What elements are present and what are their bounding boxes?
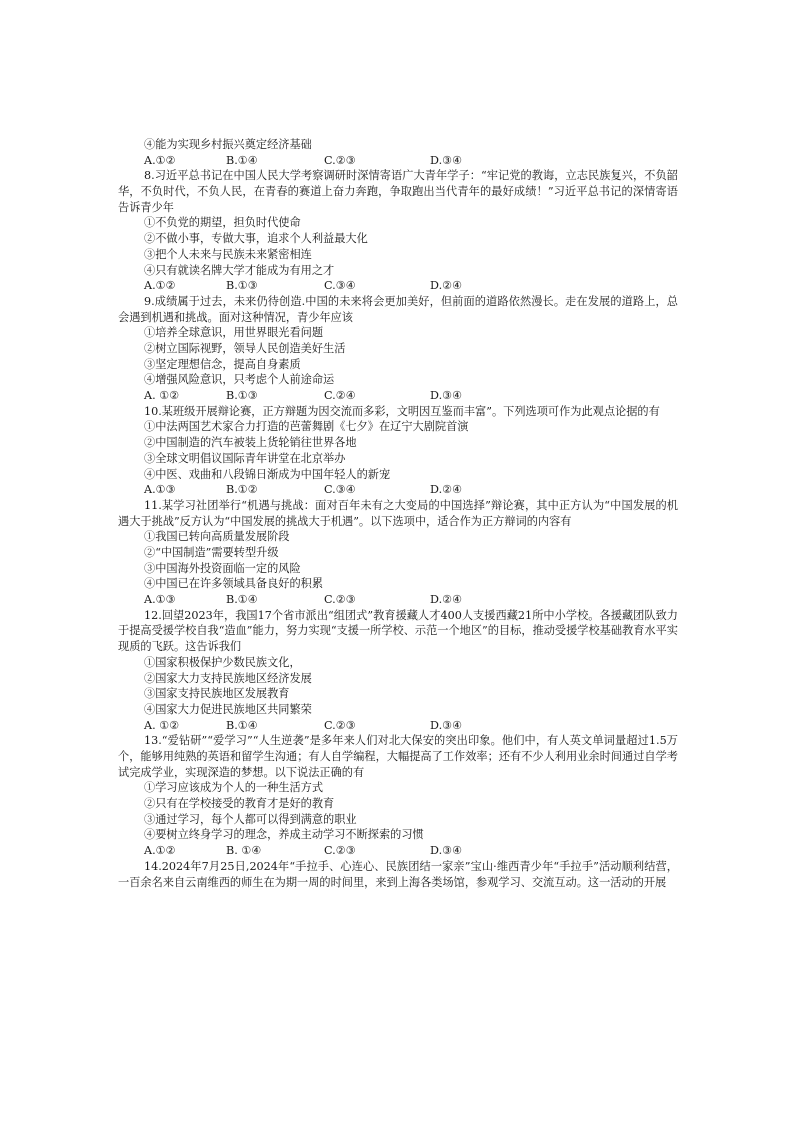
option-item: ①我国已转向高质量发展阶段 <box>144 530 290 544</box>
option-item: ③国家支持民族地区发展教育 <box>144 687 290 701</box>
choice-a: A. ①② <box>144 389 180 403</box>
choice-d: D.②④ <box>430 279 463 293</box>
choice-c: C.③④ <box>324 483 356 497</box>
option-item: ①不负党的期望，担负时代使命 <box>144 216 301 230</box>
option-item: ②树立国际视野，领导人民创造美好生活 <box>144 342 346 356</box>
option-item: ①培养全球意识，用世界眼光看问题 <box>144 326 324 340</box>
choice-d: D.③④ <box>430 153 463 167</box>
option-item: ④只有就读名牌大学才能成为有用之才 <box>144 263 335 277</box>
answer-choices <box>118 278 678 294</box>
question-stem: 12.回望2023年，我国17个省市派出“组团式”教育援藏人才400人支援西藏21所中小学校。各援藏团队致力于提高受援学校自我“造血”能力，努力实现“支援一所学校、示范一个地区”的目标，推动受援学校基础教育水平实现质的飞跃。这告诉我们 <box>118 608 678 654</box>
answer-choices <box>118 843 678 859</box>
choice-c: C.③④ <box>324 279 356 293</box>
answer-choices <box>118 153 678 169</box>
choice-c: C.②③ <box>324 153 356 167</box>
question-stem: 8.习近平总书记在中国人民大学考察调研时深情寄语广大青年学子：“牢记党的教诲，立志民族复兴，不负韶华，不负时代，不负人民，在青春的赛道上奋力奔跑，争取跑出当代青年的最好成绩！”习近平总书记的深情寄语告诉青少年 <box>118 169 678 214</box>
option-item: ③坚定理想信念，提高自身素质 <box>144 357 301 371</box>
choice-d: D.③④ <box>430 389 463 403</box>
option-item: ③把个人未来与民族未来紧密相连 <box>144 247 312 261</box>
option-item: ①国家积极保护少数民族文化， <box>144 655 301 669</box>
answer-choices <box>118 482 678 498</box>
choice-b: B.①④ <box>226 593 258 607</box>
choice-a: A. ①② <box>144 718 180 732</box>
choice-b: B.①③ <box>226 389 258 403</box>
question-stem: 14.2024年7月25日,2024年“手拉手、心连心、民族团结一家亲”宝山·维西青少年“手拉手”活动顺利结营，一百余名来自云南维西的师生在为期一周的时间里，来到上海各类场馆，参观学习、交流互动。这一活动的开展 <box>118 859 678 889</box>
option-item: ①学习应该成为个人的一种生活方式 <box>144 781 324 795</box>
option-item: ②只有在学校接受的教育才是好的教育 <box>144 797 335 811</box>
option-item: ④增强风险意识，只考虑个人前途命运 <box>144 373 335 387</box>
choice-c: C.②④ <box>324 389 356 403</box>
option-item: ④能为实现乡村振兴奠定经济基础 <box>144 138 312 151</box>
question-stem: 11.某学习社团举行“机遇与挑战：面对百年未有之大变局的中国选择”辩论赛，其中正方认为“中国发展的机遇大于挑战”反方认为“中国发展的挑战大于机遇”。以下选项中，适合作为正方辩词的内容有 <box>118 498 678 528</box>
choice-d: D.③④ <box>430 718 463 732</box>
option-item: ①中法两国艺术家合力打造的芭蕾舞剧《七夕》在辽宁大剧院首演 <box>144 420 469 434</box>
question-stem: 13.“爱钻研”“爱学习”“人生逆袭”是多年来人们对北大保安的突出印象。他们中，有人英文单词量超过1.5万个，能够用纯熟的英语和留学生沟通；有人自学编程，大幅提高了工作效率；还有不少人利用业余时间通过自学考试完成学业，实现深造的梦想。以下说法正确的有 <box>118 734 678 779</box>
choice-c: C.②③ <box>324 718 356 732</box>
option-item: ②中国制造的汽车被装上货轮销往世界各地 <box>144 436 357 450</box>
question-content <box>118 137 678 890</box>
choice-c: C.②③ <box>324 593 356 607</box>
answer-choices <box>118 592 678 608</box>
choice-a: A.①③ <box>144 483 176 497</box>
choice-d: D.③④ <box>430 844 463 858</box>
choice-c: C.②③ <box>324 844 356 858</box>
choice-d: D.②④ <box>430 593 463 607</box>
option-item: ④中医、戏曲和八段锦日渐成为中国年轻人的新宠 <box>144 467 391 481</box>
option-item: ④国家大力促进民族地区共同繁荣 <box>144 702 312 716</box>
question-stem: 10.某班级开展辩论赛，正方辩题为因交流而多彩，文明因互鉴而丰富”。下列选项可作为此观点论据的有 <box>144 404 660 418</box>
question-stem: 9.成绩属于过去，未来仍待创造.中国的未来将会更加美好，但前面的道路依然漫长。走在发展的道路上，总会遇到机遇和挑战。面对这种情况，青少年应该 <box>118 294 678 324</box>
option-item: ④要树立终身学习的理念，养成主动学习不断探索的习惯 <box>144 828 424 842</box>
choice-d: D.②④ <box>430 483 463 497</box>
option-item: ④中国已在许多领域具备良好的积累 <box>144 577 324 591</box>
choice-a: A.①② <box>144 844 176 858</box>
choice-a: A.①② <box>144 279 176 293</box>
choice-b: B.①④ <box>226 718 258 732</box>
option-item: ②不做小事，专做大事，追求个人利益最大化 <box>144 232 368 246</box>
option-item: ③通过学习，每个人都可以得到满意的职业 <box>144 812 357 826</box>
choice-a: A.①② <box>144 153 176 167</box>
choice-b: B.①③ <box>226 279 258 293</box>
choice-a: A.①③ <box>144 593 176 607</box>
choice-b: B. ①④ <box>226 844 262 858</box>
choice-b: B.①② <box>226 483 258 497</box>
answer-choices <box>118 388 678 404</box>
option-item: ③中国海外投资面临一定的风险 <box>144 561 301 575</box>
option-item: ②“中国制造”需要转型升级 <box>144 546 279 559</box>
choice-b: B.①④ <box>226 153 258 167</box>
option-item: ②国家大力支持民族地区经济发展 <box>144 671 312 685</box>
answer-choices <box>118 718 678 734</box>
option-item: ③全球文明倡议国际青年讲堂在北京举办 <box>144 451 346 465</box>
